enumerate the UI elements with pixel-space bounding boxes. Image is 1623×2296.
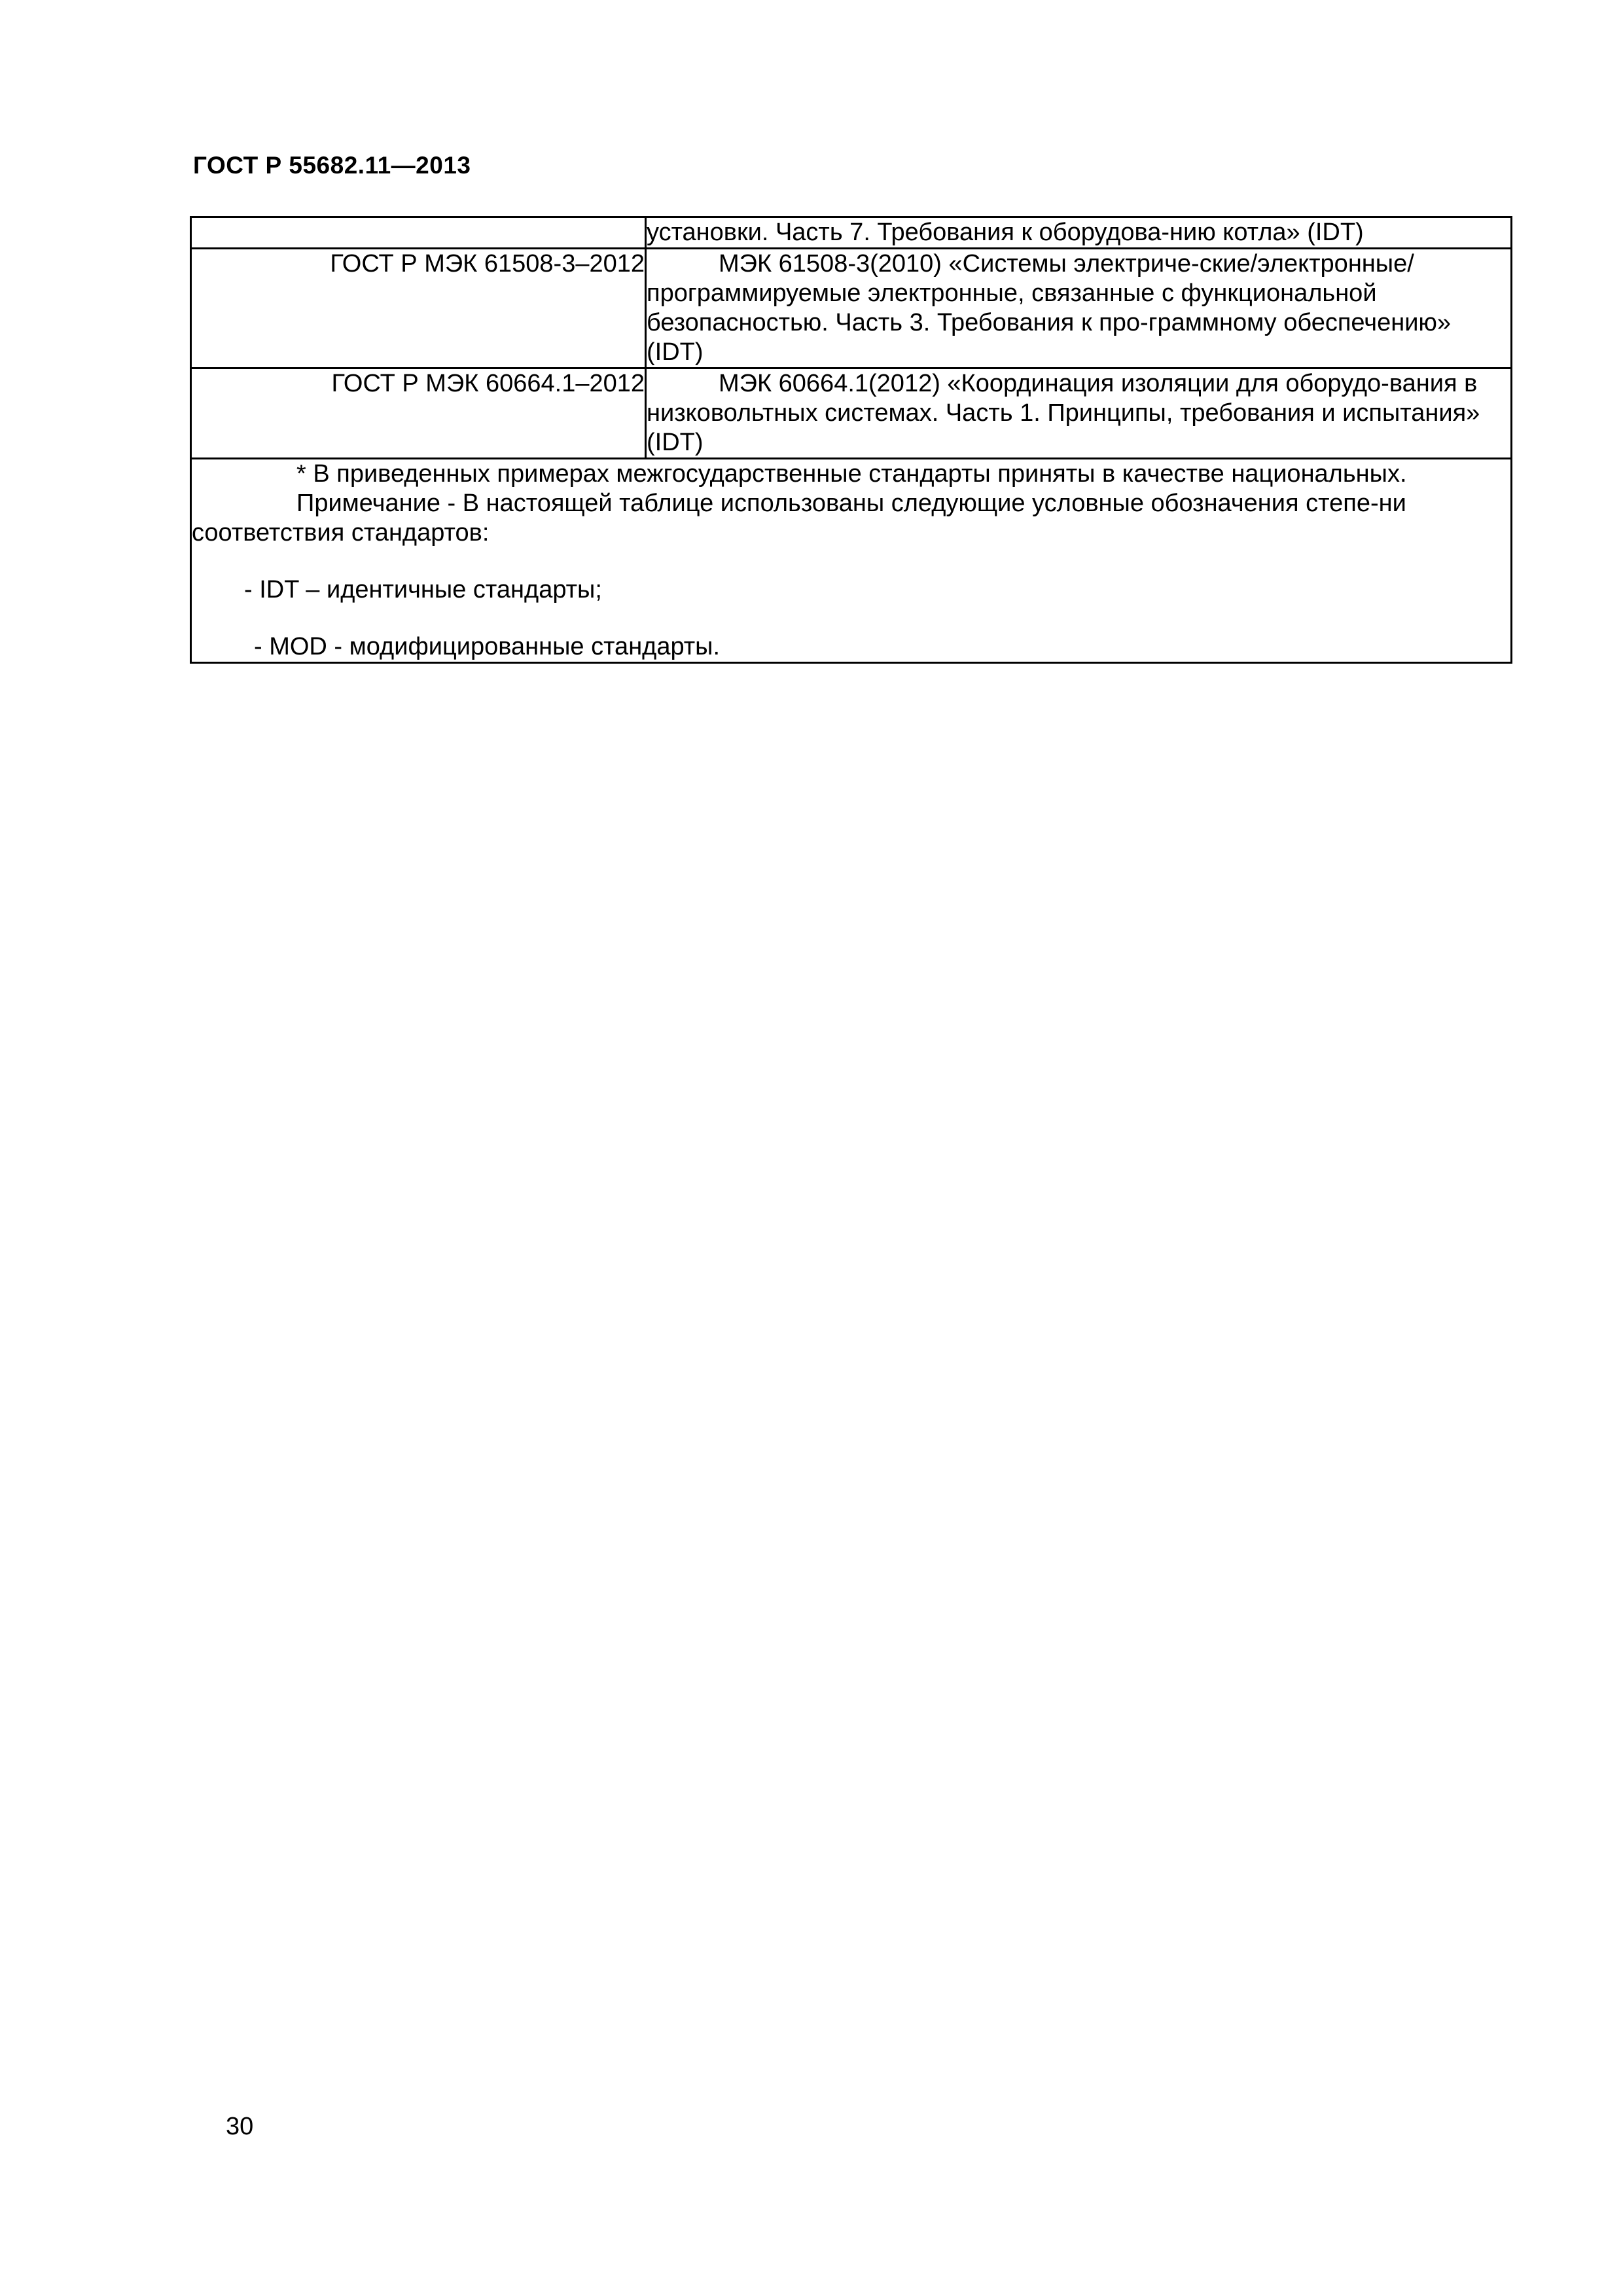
spacer (192, 605, 1510, 632)
national-standard-cell (191, 217, 646, 249)
note-text: Примечание - В настоящей таблице использованы следующие условные обозначения степе-ни соответствия стандартов: (192, 490, 1406, 547)
page-number: 30 (226, 2113, 254, 2140)
international-standard-text: МЭК 60664.1(2012) «Координация изоляции для оборудо-вания в низковольтных системах. Часть 1. Принципы, требования и испытания» (IDT) (647, 370, 1480, 456)
international-standard-cell: установки. Часть 7. Требования к оборудова-нию котла» (IDT) (646, 217, 1512, 249)
table-row (191, 249, 1512, 368)
table-row (191, 217, 1512, 249)
national-standard-cell: ГОСТ Р МЭК 60664.1–2012 (191, 368, 646, 459)
international-standard-text: МЭК 61508-3(2010) «Системы электриче-ские/электронные/программируемые электронные, связанные с функциональной безопасностью. Часть 3. Требования к про-граммному обеспечению» (IDT) (647, 250, 1452, 366)
standards-correspondence-table (190, 216, 1512, 664)
table-row (191, 368, 1512, 459)
national-standard-cell: ГОСТ Р МЭК 61508-3–2012 (191, 249, 646, 368)
document-code-header: ГОСТ Р 55682.11—2013 (193, 152, 471, 179)
table-footnote-row (191, 459, 1512, 663)
international-standard-cell (646, 368, 1512, 459)
table-footnote-cell (191, 459, 1512, 663)
international-standard-cell (646, 249, 1512, 368)
asterisk-footnote: * В приведенных примерах межгосударственные стандарты приняты в качестве национальных. (296, 460, 1407, 488)
mod-legend: - MOD - модифицированные стандарты. (254, 633, 721, 660)
idt-legend: - IDT – идентичные стандарты; (244, 576, 602, 603)
spacer (192, 548, 1510, 575)
